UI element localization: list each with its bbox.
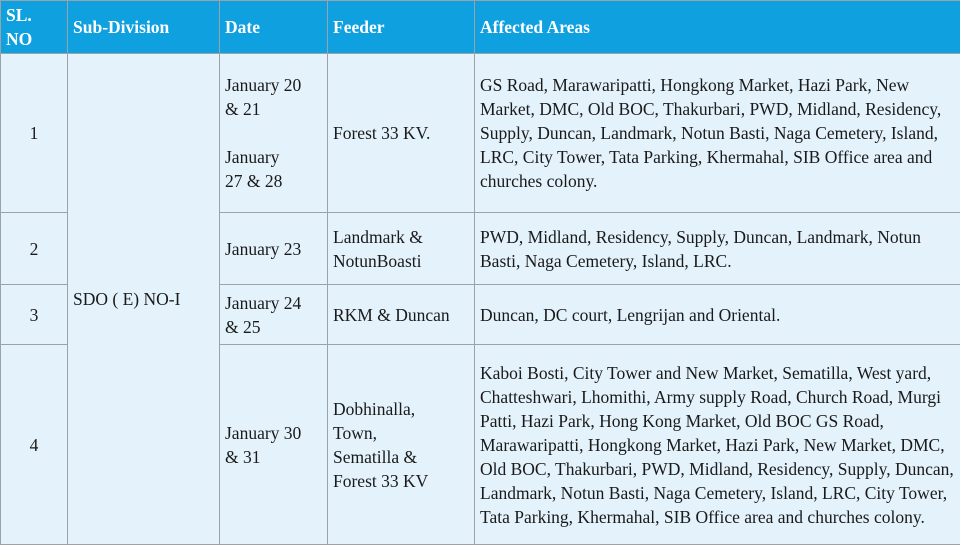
sl-number: 4: [1, 345, 68, 545]
feeder-line: NotunBoasti: [333, 250, 422, 271]
feeder-cell: RKM & Duncan: [328, 285, 475, 345]
sl-number: 2: [1, 213, 68, 285]
affected-areas-cell: Kaboi Bosti, City Tower and New Market, Sematilla, West yard, Chatteshwari, Lhomithi, Army supply Road, Church Road, Murgi Patti, Hazi Park, Hong Kong Market, Old BOC GS Road, Marawaripatti, Hongkong Market, Hazi Park, New Market, DMC, Old BOC, Thakurbari, PWD, Midland, Residency, Supply, Duncan, Landmark, Notun Basti, Naga Cemetery, Island, LRC, City Tower, Tata Parking, Khermahal, SIB Office area and churches colony.: [475, 345, 960, 545]
date-line: January: [225, 147, 280, 167]
date-cell: [220, 285, 328, 345]
date-line: January 30: [225, 422, 302, 443]
feeder-line: Dobhinalla,: [333, 398, 416, 419]
affected-areas-cell: Duncan, DC court, Lengrijan and Oriental.: [475, 285, 960, 345]
sl-number: 1: [1, 54, 68, 213]
date-cell: January 23: [220, 213, 328, 285]
date-spacer: [225, 121, 322, 145]
date-cell: [220, 54, 328, 213]
date-line: & 21: [225, 99, 261, 119]
header-sl-no: [1, 1, 68, 54]
sl-number: 3: [1, 285, 68, 345]
feeder-cell: [328, 213, 475, 285]
header-feeder: Feeder: [328, 1, 475, 54]
subdivision-cell: SDO ( E) NO-I: [68, 54, 220, 545]
table-row: [1, 54, 960, 213]
date-line: 27 & 28: [225, 171, 283, 191]
feeder-cell: [328, 345, 475, 545]
date-line: & 25: [225, 316, 261, 337]
header-sl-line1: SL.: [6, 5, 32, 25]
feeder-line: Town,: [333, 422, 377, 443]
feeder-line: Landmark &: [333, 226, 423, 247]
header-affected-areas: Affected Areas: [475, 1, 960, 54]
header-date: Date: [220, 1, 328, 54]
feeder-cell: Forest 33 KV.: [328, 54, 475, 213]
affected-areas-cell: GS Road, Marawaripatti, Hongkong Market, Hazi Park, New Market, DMC, Old BOC, Thakurbari, PWD, Midland, Residency, Supply, Duncan, Landmark, Notun Basti, Naga Cemetery, Island, LRC, City Tower, Tata Parking, Khermahal, SIB Office area and churches colony.: [475, 54, 960, 213]
header-subdivision: Sub-Division: [68, 1, 220, 54]
feeder-line: Sematilla &: [333, 446, 418, 467]
feeder-line: Forest 33 KV: [333, 470, 429, 491]
date-line: January 24: [225, 292, 302, 313]
date-line: January 20: [225, 75, 302, 95]
date-line: & 31: [225, 446, 261, 467]
header-sl-line2: NO: [6, 29, 33, 49]
affected-areas-cell: PWD, Midland, Residency, Supply, Duncan, Landmark, Notun Basti, Naga Cemetery, Island, LRC.: [475, 213, 960, 285]
header-row: [1, 1, 960, 54]
date-cell: [220, 345, 328, 545]
